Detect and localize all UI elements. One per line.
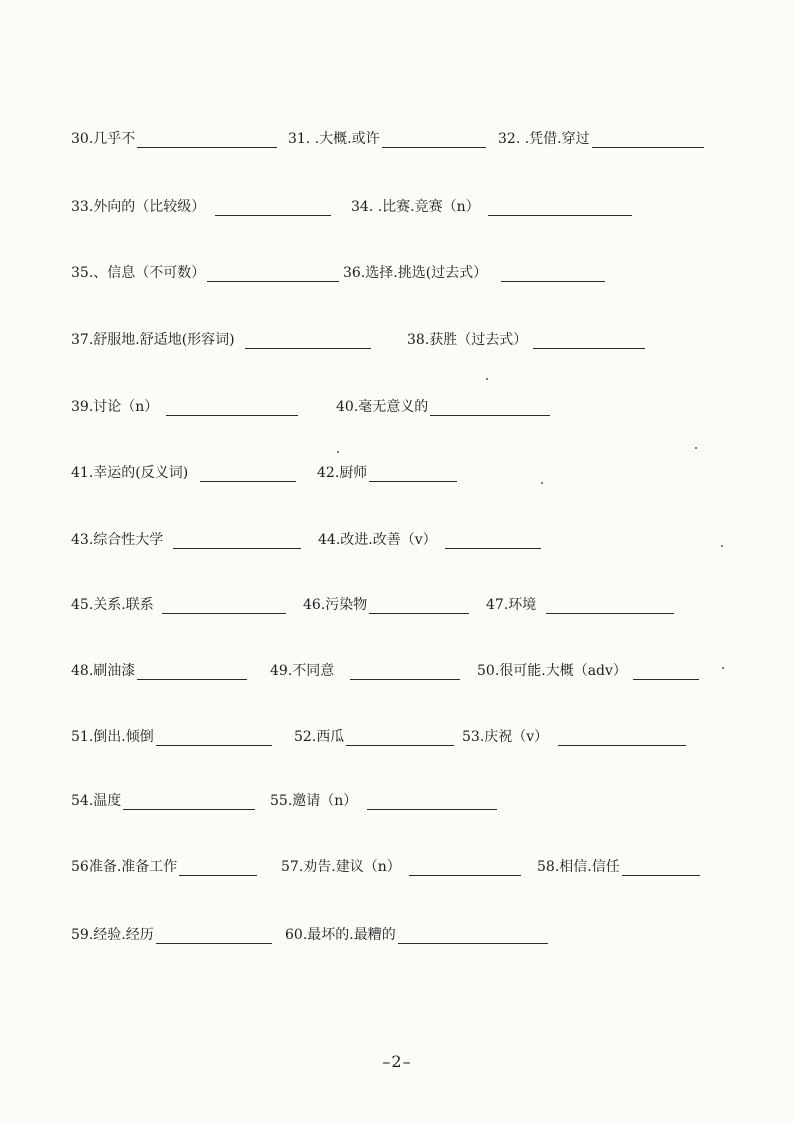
question-row-56-58 bbox=[71, 858, 754, 882]
answer-blank-55[interactable] bbox=[367, 797, 497, 810]
question-58-label: 58.相信.信任 bbox=[537, 859, 620, 875]
question-38 bbox=[407, 331, 645, 349]
question-41 bbox=[71, 464, 296, 482]
question-54-label: 54.温度 bbox=[71, 793, 122, 809]
question-38-label: 38.获胜（过去式） bbox=[407, 332, 528, 348]
question-37-label: 37.舒服地.舒适地(形容词) bbox=[71, 332, 235, 348]
question-30 bbox=[71, 130, 277, 148]
question-48 bbox=[71, 662, 247, 680]
answer-blank-58[interactable] bbox=[622, 863, 700, 876]
question-60-label: 60.最坏的.最糟的 bbox=[285, 927, 396, 943]
answer-blank-45[interactable] bbox=[162, 601, 286, 614]
question-48-label: 48.刷油漆 bbox=[71, 663, 136, 679]
question-36-label: 36.选择.挑选(过去式） bbox=[343, 265, 488, 281]
question-36 bbox=[343, 264, 605, 282]
question-53 bbox=[462, 728, 686, 746]
question-45 bbox=[71, 596, 286, 614]
question-50 bbox=[477, 662, 699, 680]
answer-blank-53[interactable] bbox=[558, 733, 686, 746]
answer-blank-30[interactable] bbox=[137, 135, 277, 148]
question-43-label: 43.综合性大学 bbox=[71, 532, 164, 548]
question-40 bbox=[336, 398, 550, 416]
question-row-45-47 bbox=[71, 596, 754, 620]
question-34-label: 34. .比赛.竞赛（n） bbox=[351, 199, 480, 215]
question-46-label: 46.污染物 bbox=[303, 597, 368, 613]
answer-blank-54[interactable] bbox=[123, 797, 255, 810]
answer-blank-52[interactable] bbox=[346, 733, 454, 746]
question-47-label: 47.环境 bbox=[486, 597, 537, 613]
answer-blank-41[interactable] bbox=[200, 469, 296, 482]
question-row-59-60 bbox=[71, 926, 754, 950]
scan-speck bbox=[486, 378, 488, 380]
answer-blank-56[interactable] bbox=[179, 863, 257, 876]
scan-speck bbox=[721, 545, 723, 547]
question-52-label: 52.西瓜 bbox=[294, 729, 345, 745]
question-40-label: 40.毫无意义的 bbox=[336, 399, 429, 415]
question-51-label: 51.倒出.倾倒 bbox=[71, 729, 154, 745]
answer-blank-60[interactable] bbox=[398, 931, 548, 944]
question-41-label: 41.幸运的(反义词) bbox=[71, 465, 189, 481]
answer-blank-49[interactable] bbox=[350, 667, 460, 680]
answer-blank-51[interactable] bbox=[156, 733, 272, 746]
question-row-51-53 bbox=[71, 728, 754, 752]
question-33-label: 33.外向的（比较级） bbox=[71, 199, 206, 215]
question-42-label: 42.厨师 bbox=[317, 465, 368, 481]
question-59-label: 59.经验.经历 bbox=[71, 927, 154, 943]
question-60 bbox=[285, 926, 548, 944]
page-number: –2– bbox=[382, 1052, 412, 1071]
question-50-label: 50.很可能.大概（adv） bbox=[477, 663, 627, 679]
question-57 bbox=[281, 858, 521, 876]
question-49 bbox=[270, 662, 460, 680]
question-row-35-36 bbox=[71, 264, 754, 288]
question-row-30-32 bbox=[71, 130, 754, 154]
question-row-39-40 bbox=[71, 398, 754, 422]
question-39-label: 39.讨论（n） bbox=[71, 399, 159, 415]
question-56 bbox=[71, 858, 257, 876]
question-53-label: 53.庆祝（v） bbox=[462, 729, 549, 745]
answer-blank-35[interactable] bbox=[207, 269, 339, 282]
question-59 bbox=[71, 926, 272, 944]
answer-blank-43[interactable] bbox=[173, 536, 301, 549]
question-54 bbox=[71, 792, 255, 810]
answer-blank-46[interactable] bbox=[369, 601, 469, 614]
answer-blank-44[interactable] bbox=[445, 536, 541, 549]
question-43 bbox=[71, 531, 301, 549]
question-row-54-55 bbox=[71, 792, 754, 816]
question-45-label: 45.关系.联系 bbox=[71, 597, 154, 613]
question-58 bbox=[537, 858, 700, 876]
answer-blank-36[interactable] bbox=[501, 269, 605, 282]
question-31 bbox=[288, 130, 486, 148]
question-44 bbox=[318, 531, 541, 549]
question-46 bbox=[303, 596, 469, 614]
answer-blank-59[interactable] bbox=[156, 931, 272, 944]
question-30-label: 30.几乎不 bbox=[71, 131, 136, 147]
question-35-label: 35.、信息（不可数） bbox=[71, 265, 206, 281]
answer-blank-42[interactable] bbox=[369, 469, 457, 482]
answer-blank-31[interactable] bbox=[382, 135, 486, 148]
question-31-label: 31. .大概.或许 bbox=[288, 131, 380, 147]
answer-blank-47[interactable] bbox=[546, 601, 674, 614]
answer-blank-32[interactable] bbox=[592, 135, 704, 148]
answer-blank-38[interactable] bbox=[533, 336, 645, 349]
answer-blank-34[interactable] bbox=[488, 203, 632, 216]
question-row-43-44 bbox=[71, 531, 754, 555]
question-37 bbox=[71, 331, 371, 349]
answer-blank-33[interactable] bbox=[215, 203, 331, 216]
answer-blank-50[interactable] bbox=[633, 667, 699, 680]
question-32-label: 32. .凭借.穿过 bbox=[498, 131, 590, 147]
question-51 bbox=[71, 728, 272, 746]
answer-blank-37[interactable] bbox=[245, 336, 371, 349]
question-42 bbox=[317, 464, 457, 482]
question-56-label: 56准备.准备工作 bbox=[71, 859, 178, 875]
question-row-48-50 bbox=[71, 662, 754, 686]
question-row-41-42 bbox=[71, 464, 754, 488]
question-55-label: 55.邀请（n） bbox=[270, 793, 358, 809]
question-52 bbox=[294, 728, 454, 746]
question-32 bbox=[498, 130, 704, 148]
question-57-label: 57.劝告.建议（n） bbox=[281, 859, 401, 875]
question-35 bbox=[71, 264, 339, 282]
question-47 bbox=[486, 596, 674, 614]
question-44-label: 44.改进.改善（v） bbox=[318, 532, 437, 548]
question-row-33-34 bbox=[71, 198, 754, 222]
question-33 bbox=[71, 198, 331, 216]
answer-blank-39[interactable] bbox=[166, 403, 298, 416]
question-row-37-38 bbox=[71, 331, 754, 355]
scan-speck bbox=[695, 447, 697, 449]
answer-blank-48[interactable] bbox=[137, 667, 247, 680]
question-55 bbox=[270, 792, 497, 810]
answer-blank-57[interactable] bbox=[409, 863, 521, 876]
question-39 bbox=[71, 398, 298, 416]
scan-speck bbox=[722, 667, 724, 669]
question-34 bbox=[351, 198, 632, 216]
question-49-label: 49.不同意 bbox=[270, 663, 335, 679]
scan-speck bbox=[541, 482, 543, 484]
scan-speck bbox=[337, 451, 339, 453]
answer-blank-40[interactable] bbox=[430, 403, 550, 416]
